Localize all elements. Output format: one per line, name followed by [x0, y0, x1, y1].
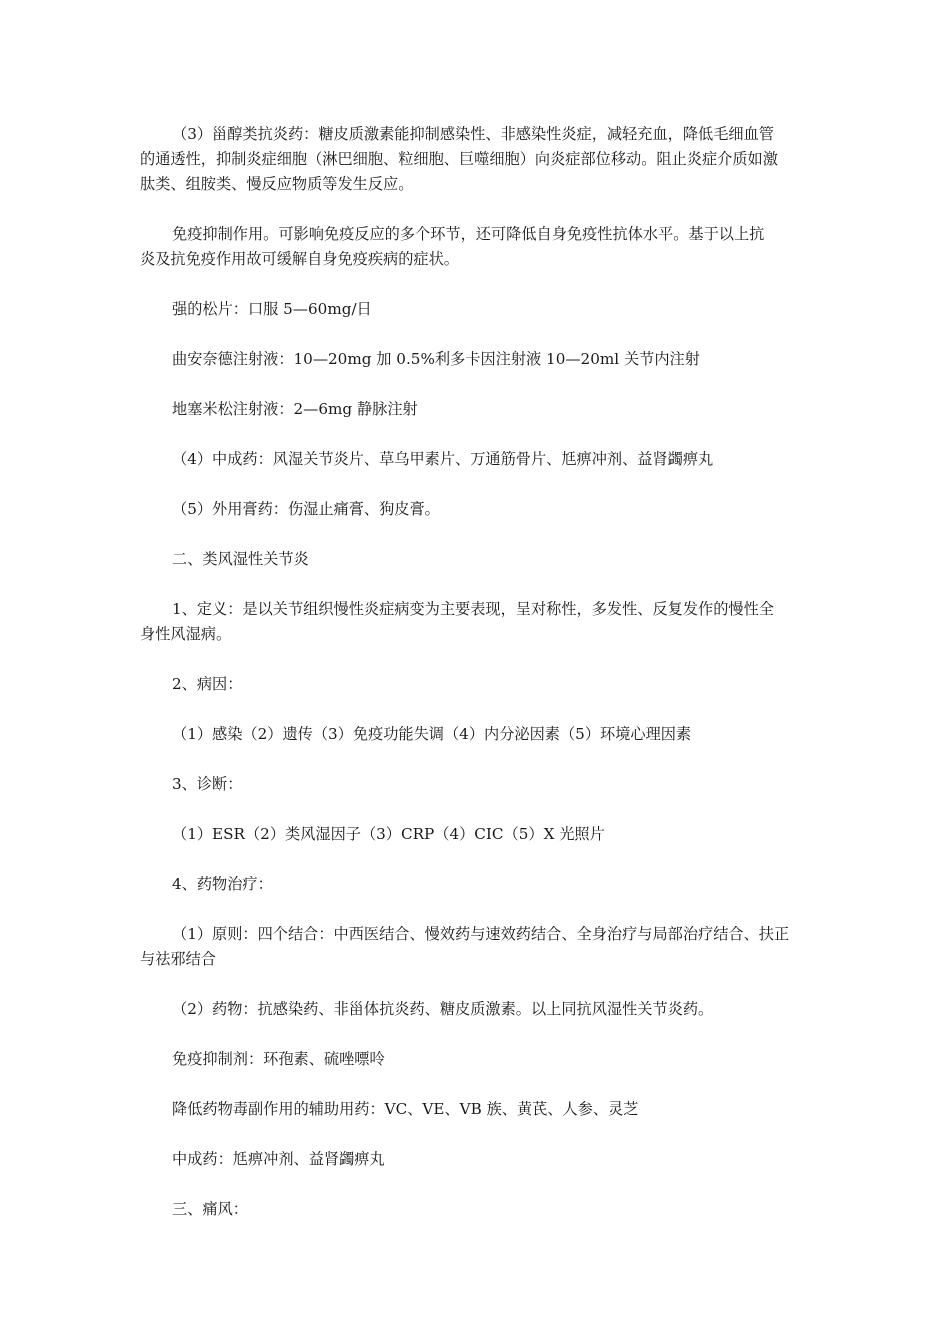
paragraph-line: 肽类、组胺类、慢反应物质等发生反应。	[140, 175, 414, 193]
paragraph-line: 1、定义：是以关节组织慢性炎症病变为主要表现，呈对称性，多发性、反复发作的慢性全	[172, 600, 774, 618]
subheading-drug-therapy: 4、药物治疗：	[172, 875, 273, 893]
paragraph-etiology-list: （1）感染（2）遗传（3）免疫功能失调（4）内分泌因素（5）环境心理因素	[172, 725, 692, 743]
paragraph-diagnosis-list: （1）ESR（2）类风湿因子（3）CRP（4）CIC（5）X 光照片	[172, 825, 605, 843]
paragraph-auxiliary-drugs: 降低药物毒副作用的辅助用药：VC、VE、VB 族、黄芪、人参、灵芝	[172, 1100, 639, 1118]
section-heading-rheumatoid-arthritis: 二、类风湿性关节炎	[172, 550, 309, 568]
paragraph-principles	[140, 922, 815, 972]
paragraph-line: 炎及抗免疫作用故可缓解自身免疫疾病的症状。	[140, 250, 459, 268]
paragraph-prednisone: 强的松片：口服 5—60mg/日	[172, 300, 372, 318]
paragraph-drugs: （2）药物：抗感染药、非甾体抗炎药、糖皮质激素。以上同抗风湿性关节炎药。	[172, 1000, 714, 1018]
paragraph-definition	[140, 597, 815, 647]
paragraph-line: 免疫抑制作用。可影响免疫反应的多个环节，还可降低自身免疫性抗体水平。基于以上抗	[172, 225, 765, 243]
paragraph-line: 与祛邪结合	[140, 950, 216, 968]
paragraph-line: 身性风湿病。	[140, 625, 232, 643]
paragraph-external-plaster: （5）外用膏药：伤湿止痛膏、狗皮膏。	[172, 500, 440, 518]
paragraph-line: （3）甾醇类抗炎药：糖皮质激素能抑制感染性、非感染性炎症，减轻充血，降低毛细血管	[172, 125, 774, 143]
paragraph-dexamethasone: 地塞米松注射液：2—6mg 静脉注射	[172, 400, 418, 418]
paragraph-immunosuppression	[140, 222, 815, 272]
paragraph-line: （1）原则：四个结合：中西医结合、慢效药与速效药结合、全身治疗与局部治疗结合、扶正	[172, 925, 790, 943]
paragraph-line: 的通透性，抑制炎症细胞（淋巴细胞、粒细胞、巨噬细胞）向炎症部位移动。阻止炎症介质如激	[140, 150, 778, 168]
paragraph-chinese-patent-medicine: （4）中成药：风湿关节炎片、草乌甲素片、万通筋骨片、尪痹冲剂、益肾蠲痹丸	[172, 450, 714, 468]
paragraph-immunosuppressants: 免疫抑制剂：环孢素、硫唑嘌呤	[172, 1050, 385, 1068]
paragraph-steroid-anti-inflammatory	[140, 122, 815, 197]
paragraph-patent-medicine-ra: 中成药：尪痹冲剂、益肾蠲痹丸	[172, 1150, 385, 1168]
paragraph-triamcinolone: 曲安奈德注射液：10—20mg 加 0.5%利多卡因注射液 10—20ml 关节内注射	[172, 350, 700, 368]
section-heading-gout: 三、痛风：	[172, 1200, 248, 1218]
subheading-diagnosis: 3、诊断：	[172, 775, 243, 793]
subheading-etiology: 2、病因：	[172, 675, 243, 693]
